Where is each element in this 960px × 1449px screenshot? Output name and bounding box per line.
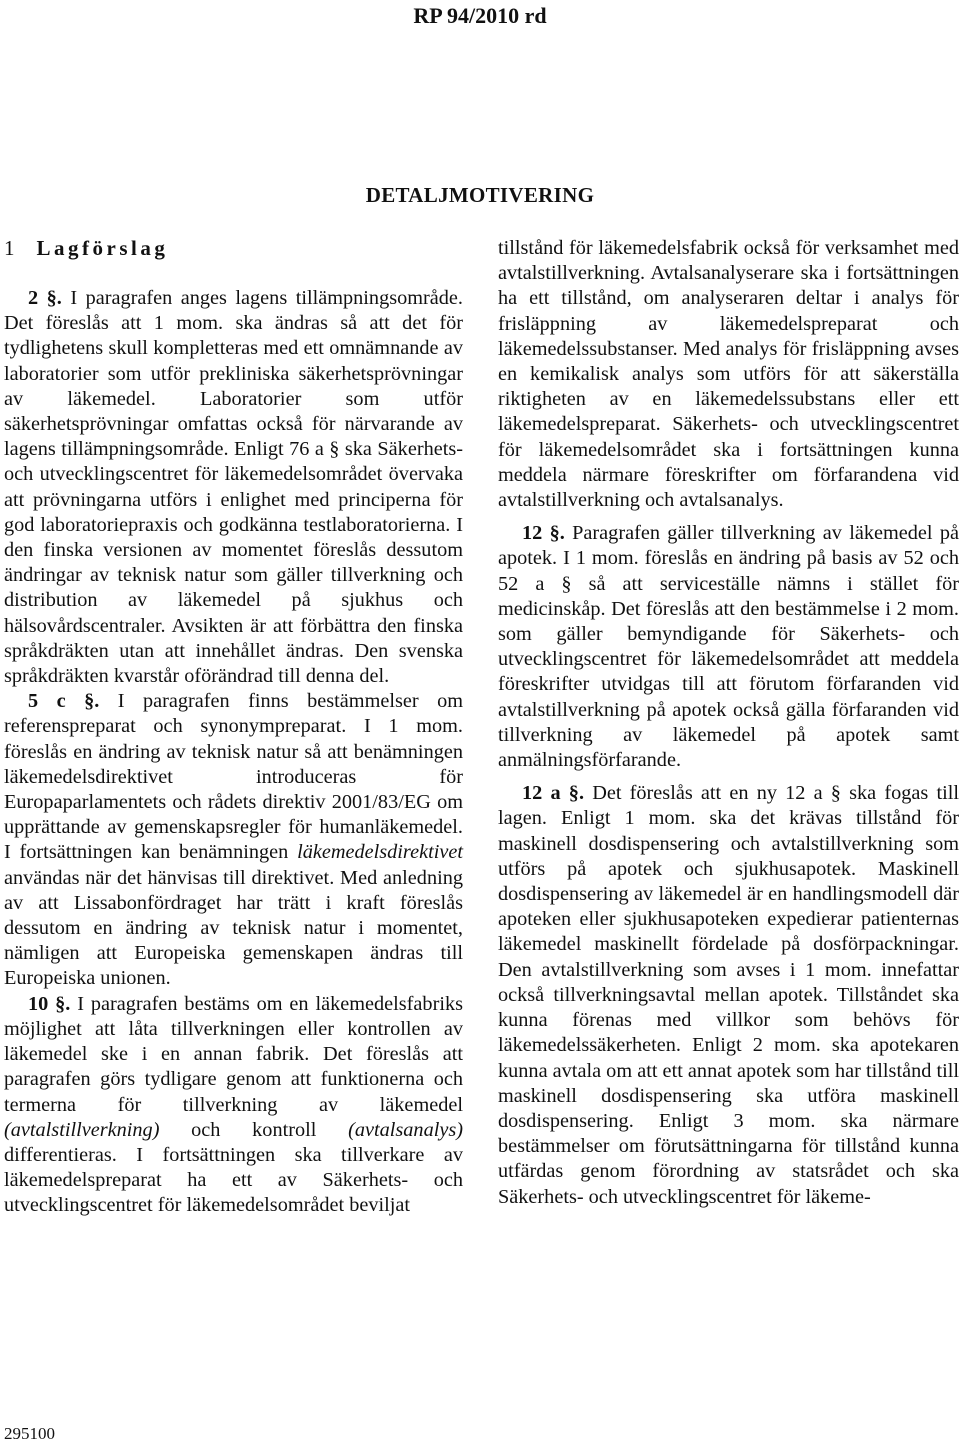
page-header: RP 94/2010 rd	[413, 3, 547, 28]
paragraph-5c	[4, 689, 463, 991]
paragraph-text: I paragrafen bestäms om en läkemedelsfabriks möjlighet att låta tillverkningen eller kontrollen av läkemedel ske i en annan fabrik. Det föreslås att paragrafen görs tydligare genom att funktionerna och termerna för tillverkning av läkemedel	[4, 992, 463, 1116]
paragraph-text: och kontroll	[159, 1118, 349, 1141]
section-sign: §.	[84, 690, 100, 713]
section-sign: §.	[55, 992, 71, 1015]
italic-term: (avtalstillverkning)	[4, 1118, 160, 1141]
paragraph-text: Det föreslås att en ny 12 a § ska fogas till lagen. Enligt 1 mom. ska det krävas tillstånd för maskinell dosdispensering och avtalstillverkning som utförs på apotek och sjukhusapotek. Maskinell dosdispensering av läkemedel är en handlingsmodell där apoteken eller sjukhusapoteken expedierar patienternas läkemedel maskinellt fördelade på dosförpackningar. Den avtalstillverkning som avses i 1 mom. innefattar också tillverkningsavtal mellan apotek. Tillståndet ska kunna förenas med villkor som behövs för läkemedelssäkerheten. Enligt 2 mom. ska apotekaren kunna avtala om att ett annat apotek som har tillstånd till maskinell dosdispensering ska utföra maskinell dosdispensering. Enligt 3 mom. ska närmare bestämmelser om förutsättningarna för tillstånd kunna utfärdas genom förordning av statsrådet och ska Säkerhets- och utvecklingscentret för läkeme-	[498, 782, 959, 1208]
section-number: 1	[4, 236, 15, 260]
paragraph-label: 10	[28, 992, 49, 1015]
paragraph-text: I paragrafen finns bestämmelser om referenspreparat och synonympreparat. I 1 mom. föreslås en ändring av teknisk natur så att benämningen läkemedelsdirektivet introduceras för Europaparlamentets och rådets direktiv 2001/83/EG om upprättande av gemenskapsregler för humanläkemedel. I fortsättningen kan benämningen	[4, 690, 463, 864]
italic-term: läkemedelsdirektivet	[297, 841, 463, 864]
paragraph-label: 12	[522, 522, 543, 545]
paragraph-12a	[498, 781, 959, 1209]
section-sign: §.	[568, 782, 585, 805]
section-sign: §.	[46, 287, 62, 309]
paragraph-text: differentieras. I fortsättningen ska tillverkare av läkemedelspreparat ha ett av Säkerhets- och utvecklingscentret för läkemedelsområdet beviljat	[4, 1143, 463, 1217]
paragraph-12	[498, 521, 959, 773]
paragraph-10	[4, 992, 463, 1219]
section-label: Lagförslag	[36, 236, 169, 260]
paragraph-text: Paragrafen gäller tillverkning av läkemedel på apotek. I 1 mom. föreslås en ändring på basis av 52 och 52 a § så att serviceställe nämns i stället för medicinskåp. Det föreslås att den bestämmelse i 2 mom. som gäller bemyndigande för Säkerhets- och utvecklingscentret för läkemedelsområdet att meddela föreskrifter utvidgas till att förutom förfaranden vid avtalstillverkning på apotek också gälla förfaranden vid tillverkning av läkemedel på apotek samt anmälningsförfarande.	[498, 522, 959, 772]
italic-term: (avtalsanalys)	[348, 1118, 463, 1141]
section-title	[4, 236, 168, 261]
section-heading: DETALJMOTIVERING	[365, 183, 595, 207]
right-column	[498, 236, 959, 1210]
document-code: 295100	[4, 1424, 55, 1443]
paragraph-text: I paragrafen anges lagens tillämpningsområde. Det föreslås att 1 mom. ska ändras så att det för tydlighetens skull kompletteras med ett omnämnande av laboratorier som utför prekliniska säkerhetsprövningar av läkemedel. Laboratorier som utför säkerhetsprövningar omfattas också för närvarande av lagens tillämpningsområde. Enligt 76 a § ska Säkerhets- och utvecklingscentret för läkemedelsområdet övervaka att prövningarna utförs i enlighet med principerna för god laboratoriepraxis och godkänna testlaboratorierna. I den finska versionen av momentet föreslås dessutom ändringar av teknisk natur som gäller tillverkning och distribution av läkemedel på sjukhus och hälsovårdscentraler. Avsikten är att förbättra den finska språkdräkten utan att innehållet ändras. Den svenska språkdräkten kvarstår oförändrad till denna del.	[4, 287, 463, 688]
paragraph-label: 12 a	[522, 782, 561, 805]
section-sign: §.	[549, 522, 565, 545]
paragraph-continued: tillstånd för läkemedelsfabrik också för verksamhet med avtalstillverkning. Avtalsanalyserare ska i fortsättningen ha ett tillstånd, om analyseraren deltar i analys för frisläppning av läkemedelspreparat och läkemedelssubstanser. Med analys för frisläppning avses en kemikalisk analys som utförs för att säkerställa riktigheten av en läkemedelssubstans eller ett läkemedelspreparat. Säkerhets- och utvecklingscentret för läkemedelsområdet ska i fortsättningen kunna meddela närmare föreskrifter om förfarandena vid avtalstillverkning och avtalsanalys.	[498, 237, 959, 512]
paragraph-label: 2	[28, 287, 39, 309]
paragraph-label: 5 c	[28, 690, 66, 713]
paragraph-text: användas när det hänvisas till direktivet. Med anledning av att Lissabonfördraget har trätt i kraft föreslås dessutom en ändring av teknisk natur i momentet, nämligen att Europeiska gemenskapen ändras till Europeiska unionen.	[4, 866, 463, 990]
left-column	[4, 286, 463, 1219]
paragraph-2	[4, 286, 463, 689]
